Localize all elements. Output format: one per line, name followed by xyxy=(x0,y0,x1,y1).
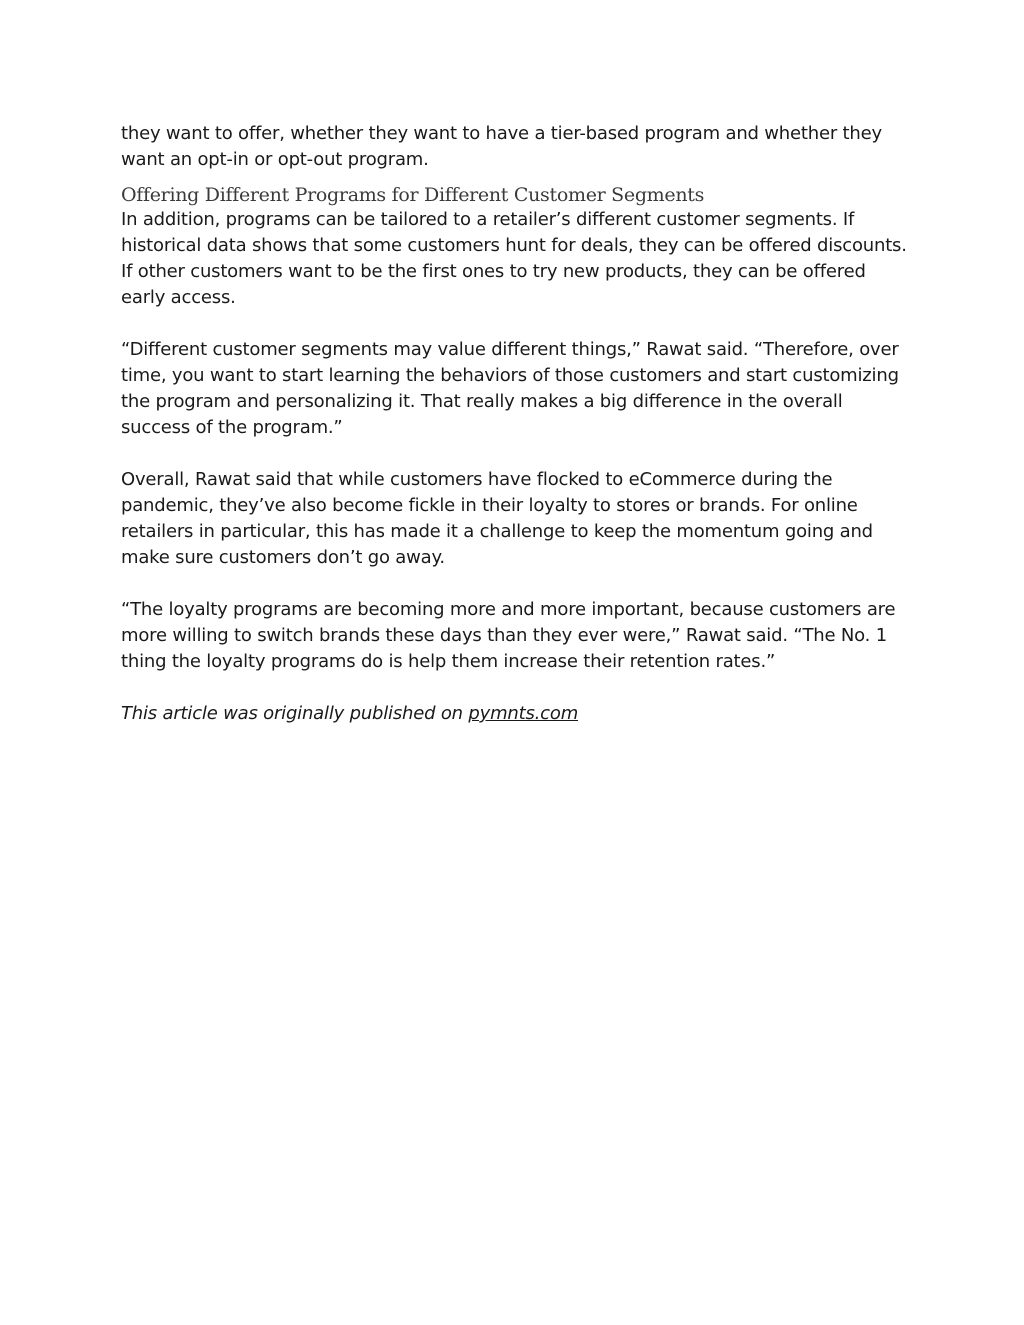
section-heading: Offering Different Programs for Different Customer Segments xyxy=(121,184,705,206)
source-link[interactable]: pymnts.com xyxy=(468,703,579,724)
body-paragraph: Overall, Rawat said that while customers have flocked to eCommerce during the pandemic, they’ve also become fickle in their loyalty to stores or brands. For online retailers in particular, this has made it a challenge to keep the momentum going and make sure customers don’t go away. xyxy=(121,469,873,568)
body-paragraph: “Different customer segments may value different things,” Rawat said. “Therefore, over time, you want to start learning the behaviors of those customers and start customizing the program and personalizing it. That really makes a big difference in the overall success of the program.” xyxy=(121,339,899,438)
intro-paragraph: they want to offer, whether they want to have a tier-based program and whether they want an opt-in or opt-out program. xyxy=(121,123,882,170)
document-page xyxy=(121,121,911,727)
attribution-line xyxy=(121,701,911,727)
body-paragraph: In addition, programs can be tailored to a retailer’s different customer segments. If historical data shows that some customers hunt for deals, they can be offered discounts. If other customers want to be the first ones to try new products, they can be offered early access. xyxy=(121,209,907,308)
attribution-text: This article was originally published on xyxy=(121,703,469,724)
body-paragraph: “The loyalty programs are becoming more and more important, because customers are more willing to switch brands these days than they ever were,” Rawat said. “The No. 1 thing the loyalty programs do is help them increase their retention rates.” xyxy=(121,599,896,672)
